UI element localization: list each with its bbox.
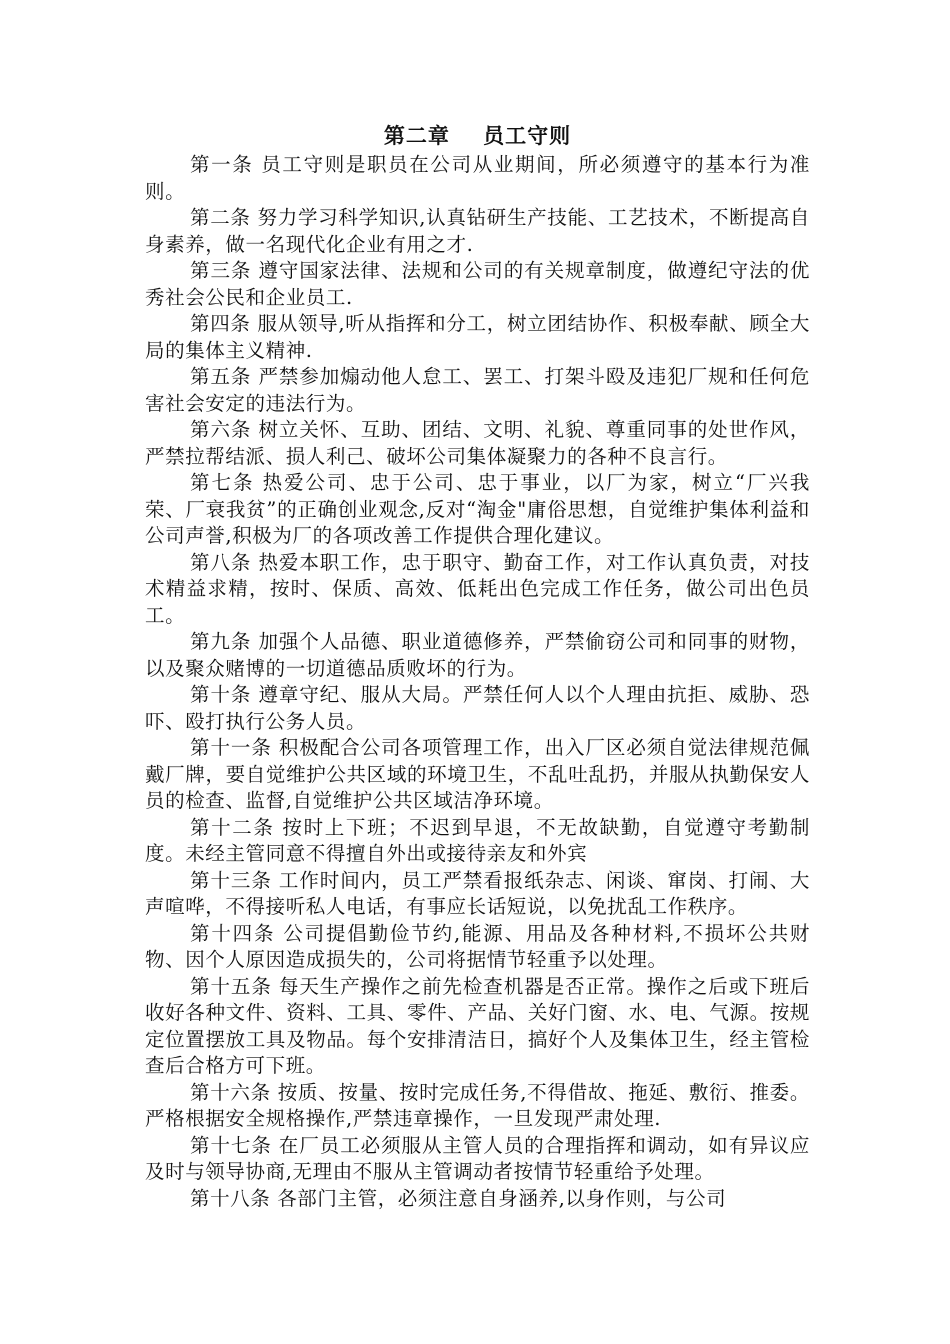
article-10: 第十条 遵章守纪、服从大局。严禁任何人以个人理由抗拒、威胁、恐吓、殴打执行公务人员。 — [145, 683, 810, 733]
article-11: 第十一条 积极配合公司各项管理工作，出入厂区必须自觉法律规范佩戴厂牌，要自觉维护公共区域的环境卫生，不乱吐乱扔，并服从执勤保安人员的检查、监督,自觉维护公共区域洁净环境。 — [145, 736, 810, 812]
article-16: 第十六条 按质、按量、按时完成任务,不得借故、拖延、敷衍、推委。严格根据安全规格操作,严禁违章操作，一旦发现严肃处理. — [145, 1080, 810, 1130]
article-14: 第十四条 公司提倡勤俭节约,能源、用品及各种材料,不损坏公共财物、因个人原因造成损失的，公司将据情节轻重予以处理。 — [145, 921, 810, 971]
article-7: 第七条 热爱公司、忠于公司、忠于事业，以厂为家，树立“厂兴我荣、厂衰我贫”的正确创业观念,反对“淘金"庸俗思想，自觉维护集体利益和公司声誉,积极为厂的各项改善工作提供合理化建议。 — [145, 471, 810, 547]
article-8: 第八条 热爱本职工作，忠于职守、勤奋工作，对工作认真负责，对技术精益求精，按时、保质、高效、低耗出色完成工作任务，做公司出色员工。 — [145, 550, 810, 627]
article-3: 第三条 遵守国家法律、法规和公司的有关规章制度，做遵纪守法的优秀社会公民和企业员工. — [145, 259, 810, 309]
article-12: 第十二条 按时上下班；不迟到早退，不无故缺勤，自觉遵守考勤制度。未经主管同意不得擅自外出或接待亲友和外宾 — [145, 815, 810, 865]
chapter-title: 第二章 员工守则 — [383, 123, 572, 148]
article-15: 第十五条 每天生产操作之前先检查机器是否正常。操作之后或下班后收好各种文件、资料、工具、零件、产品、关好门窗、水、电、气源。按规定位置摆放工具及物品。每个安排清洁日，搞好个人及集体卫生，经主管检查后合格方可下班。 — [145, 974, 810, 1077]
article-2: 第二条 努力学习科学知识,认真钻研生产技能、工艺技术，不断提高自身素养，做一名现代化企业有用之才. — [145, 206, 810, 256]
article-1: 第一条 员工守则是职员在公司从业期间，所必须遵守的基本行为准则。 — [145, 153, 810, 203]
article-9: 第九条 加强个人品德、职业道德修养，严禁偷窃公司和同事的财物，以及聚众赌博的一切道德品质败坏的行为。 — [145, 630, 810, 680]
article-6: 第六条 树立关怀、互助、团结、文明、礼貌、尊重同事的处世作风，严禁拉帮结派、损人利己、破坏公司集体凝聚力的各种不良言行。 — [145, 418, 810, 468]
article-18: 第十八条 各部门主管，必须注意自身涵养,以身作则，与公司 — [190, 1186, 727, 1210]
article-5: 第五条 严禁参加煽动他人怠工、罢工、打架斗殴及违犯厂规和任何危害社会安定的违法行为。 — [145, 365, 810, 415]
article-13: 第十三条 工作时间内，员工严禁看报纸杂志、闲谈、窜岗、打闹、大声喧哗，不得接听私人电话，有事应长话短说，以免扰乱工作秩序。 — [145, 868, 810, 918]
document-page — [145, 120, 810, 1212]
article-4: 第四条 服从领导,听从指挥和分工，树立团结协作、积极奉献、顾全大局的集体主义精神. — [145, 312, 810, 362]
article-17: 第十七条 在厂员工必须服从主管人员的合理指挥和调动，如有异议应及时与领导协商,无理由不服从主管调动者按情节轻重给予处理。 — [145, 1133, 810, 1183]
